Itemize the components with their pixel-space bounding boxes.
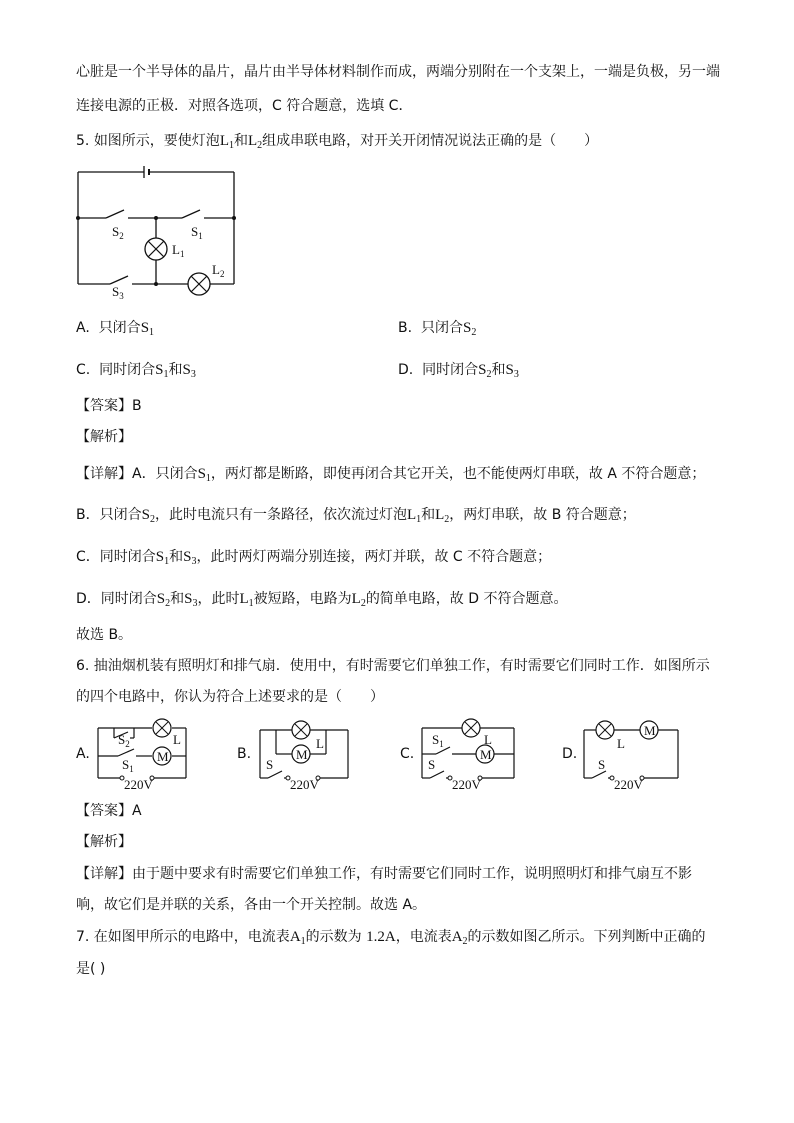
lamp-l1-icon xyxy=(145,238,167,260)
svg-text:S: S xyxy=(266,757,274,772)
q6-option-b-label[interactable]: B. xyxy=(237,746,252,762)
motor-icon xyxy=(292,745,310,763)
q6-circuit-c[interactable] xyxy=(418,716,518,792)
lamp-l2-icon xyxy=(188,273,210,295)
q5-detail-b: B．只闭合$S_2$，此时电流只有一条路径，依次流过灯泡$L_1$和$L_2$，两灯串联，故 B 符合题意； xyxy=(76,507,636,525)
motor-icon xyxy=(476,745,494,763)
svg-text:M: M xyxy=(157,749,169,764)
q6-stem-line-2: 的四个电路中，你认为符合上述要求的是（ ） xyxy=(76,689,384,705)
q5-detail-a: 【详解】A．只闭合$S_1$，两灯都是断路，即使再闭合其它开关，也不能使两灯串联，故 A 不符合题意； xyxy=(76,466,706,484)
motor-icon xyxy=(153,747,171,765)
svg-text:L: L xyxy=(316,736,324,751)
svg-text:220V: 220V xyxy=(614,777,643,792)
svg-text:S1: $S_1$ xyxy=(122,757,134,774)
intro-line-2: 连接电源的正极．对照各选项，C 符合题意，选填 C． xyxy=(76,98,413,114)
lamp-icon xyxy=(462,719,480,737)
q6-analysis-label: 【解析】 xyxy=(76,834,132,850)
q7-stem-line-1: 7. 在如图甲所示的电路中，电流表$A_1$的示数为 1.2A，电流表$A_2$的示数如图乙所示。下列判断中正确的 xyxy=(76,929,706,947)
q5-label-s3: $S_3$ xyxy=(112,284,124,301)
q5-detail-d: D．同时闭合$S_2$和$S_3$，此时$L_1$被短路，电路为$L_2$的简单电路，故 D 不符合题意。 xyxy=(76,591,568,609)
q5-detail-c: C．同时闭合$S_1$和$S_3$，此时两灯两端分别连接，两灯并联，故 C 不符合题意； xyxy=(76,549,552,567)
svg-text:L: L xyxy=(617,736,625,751)
q5-label-l2: $L_2$ xyxy=(212,262,225,279)
q6-detail-line-1: 【详解】由于题中要求有时需要它们单独工作，有时需要它们同时工作，说明照明灯和排气扇互不影 xyxy=(76,866,692,882)
q6-option-c-label[interactable]: C. xyxy=(400,746,415,762)
q6-circuit-b[interactable] xyxy=(256,716,356,792)
q5-option-c[interactable]: C. 同时闭合$S_1$和$S_3$ xyxy=(76,362,196,380)
svg-text:M: M xyxy=(480,747,492,762)
q6-option-d-label[interactable]: D. xyxy=(562,746,578,762)
q6-stem-line-1: 6. 抽油烟机装有照明灯和排气扇．使用中，有时需要它们单独工作，有时需要它们同时工作．如图所示 xyxy=(76,658,710,674)
q5-option-d[interactable]: D. 同时闭合$S_2$和$S_3$ xyxy=(398,362,519,380)
svg-text:L: L xyxy=(173,732,181,747)
q6-option-a-label[interactable]: A. xyxy=(76,746,90,762)
q5-label-s2: $S_2$ xyxy=(112,224,124,241)
svg-text:S: S xyxy=(428,757,436,772)
q5-circuit-diagram xyxy=(74,164,244,299)
svg-text:M: M xyxy=(296,747,308,762)
q6-answer: 【答案】A xyxy=(76,803,142,819)
lamp-icon xyxy=(596,721,614,739)
q5-option-a[interactable]: A. 只闭合$S_1$ xyxy=(76,320,155,338)
svg-text:220V: 220V xyxy=(290,777,319,792)
svg-text:M: M xyxy=(644,723,656,738)
svg-text:S: S xyxy=(598,757,606,772)
q5-label-s1: $S_1$ xyxy=(191,224,203,241)
q5-label-l1: $L_1$ xyxy=(172,242,185,259)
svg-text:L: L xyxy=(484,732,492,747)
svg-text:220V: 220V xyxy=(124,777,153,792)
svg-text:S2: $S_2$ xyxy=(118,732,130,749)
intro-line-1: 心脏是一个半导体的晶片，晶片由半导体材料制作而成，两端分别附在一个支架上，一端是负极，另一端 xyxy=(76,64,720,80)
q6-circuit-a[interactable] xyxy=(94,716,194,792)
q5-analysis-label: 【解析】 xyxy=(76,429,132,445)
svg-text:S1: $S_1$ xyxy=(432,732,444,749)
q6-detail-line-2: 响，故它们是并联的关系，各由一个开关控制。故选 A。 xyxy=(76,897,427,913)
q5-answer: 【答案】B xyxy=(76,398,142,414)
motor-icon xyxy=(640,721,658,739)
q5-option-b[interactable]: B. 只闭合$S_2$ xyxy=(398,320,477,338)
lamp-icon xyxy=(153,719,171,737)
q6-circuit-d[interactable] xyxy=(580,716,690,792)
svg-text:220V: 220V xyxy=(452,777,481,792)
q5-stem: 5. 如图所示，要使灯泡$L_1$和$L_2$组成串联电路，对开关开闭情况说法正确的是（ ） xyxy=(76,133,599,151)
q5-conclusion: 故选 B。 xyxy=(76,627,133,643)
q7-stem-line-2: 是( ) xyxy=(76,961,106,977)
lamp-icon xyxy=(292,721,310,739)
